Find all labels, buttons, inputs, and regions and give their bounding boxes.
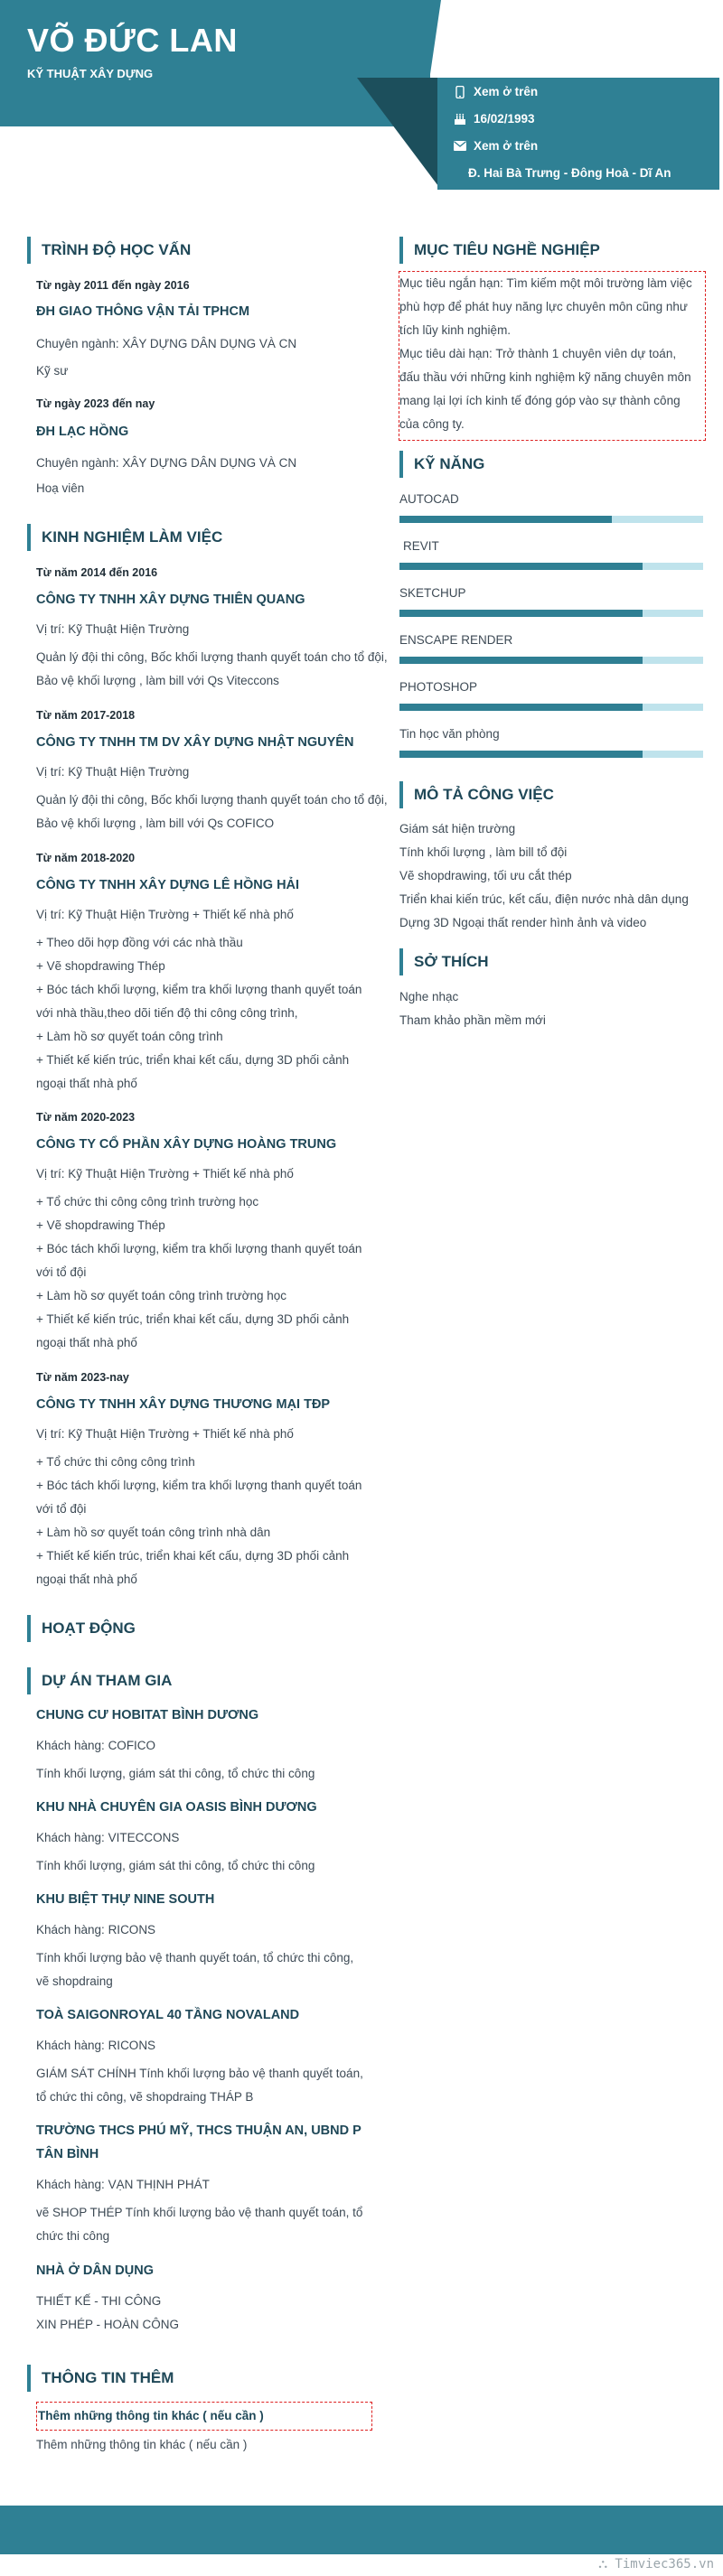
experience-period: Từ năm 2023-nay	[36, 1371, 129, 1384]
phone-value: Xem ở trên	[474, 85, 539, 98]
experience-company: CÔNG TY TNHH XÂY DỰNG LÊ HỒNG HẢI	[36, 878, 300, 892]
skill-bar	[399, 610, 703, 617]
activities-title: HOẠT ĐỘNG	[27, 1615, 136, 1642]
skill-bar	[399, 704, 703, 711]
skill-bar-fill	[399, 516, 612, 523]
project-client: Khách hàng: RICONS	[36, 1923, 156, 1937]
project-line: Tính khối lượng, giám sát thi công, tổ chức thi công	[36, 1859, 315, 1872]
education-title: TRÌNH ĐỘ HỌC VẤN	[27, 237, 191, 264]
project-client: Khách hàng: VẠN THỊNH PHÁT	[36, 2178, 210, 2191]
skill-bar	[399, 751, 703, 758]
skill-bar-fill	[399, 610, 643, 617]
experience-line: + Theo dõi hợp đồng với các nhà thầu	[36, 936, 243, 949]
work-description-title: MÔ TẢ CÔNG VIỆC	[399, 781, 554, 808]
contact-phone	[454, 85, 538, 98]
candidate-name: VÕ ĐỨC LAN	[27, 22, 238, 59]
experience-line: + Thiết kế kiến trúc, triển khai kết cấu, dựng 3D phối cảnh	[36, 1312, 350, 1326]
watermark-logo-icon: ⛬	[598, 2557, 615, 2571]
experience-line: + Làm hồ sơ quyết toán công trình nhà dân	[36, 1526, 271, 1539]
project-name: KHU NHÀ CHUYÊN GIA OASIS BÌNH DƯƠNG	[36, 1800, 317, 1815]
work-description-line: Giám sát hiện trường	[399, 822, 516, 835]
education-school: ĐH LẠC HỒNG	[36, 425, 129, 439]
objective-line: phù hợp để phát huy năng lực chuyên môn cũng như	[399, 300, 688, 313]
experience-line: Bảo vệ khối lượng , làm bill với Qs Viteccons	[36, 674, 279, 687]
header-fold	[357, 78, 438, 186]
contact-address	[468, 166, 671, 180]
experience-company: CÔNG TY TNHH TM DV XÂY DỰNG NHẬT NGUYÊN	[36, 735, 354, 750]
contact-box	[437, 78, 719, 190]
experience-position: Vị trí: Kỹ Thuật Hiện Trường	[36, 765, 190, 779]
skill-bar-fill	[399, 563, 643, 570]
experience-line: ngoại thất nhà phố	[36, 1336, 137, 1349]
skills-title: KỸ NĂNG	[399, 451, 484, 478]
experience-line: + Thiết kế kiến trúc, triển khai kết cấu, dựng 3D phối cảnh	[36, 1053, 350, 1067]
project-line: vẽ shopdraing	[36, 1974, 113, 1988]
skill-bar-fill	[399, 704, 643, 711]
experience-line: + Bóc tách khối lượng, kiểm tra khối lượng thanh quyết toán	[36, 1479, 362, 1492]
experience-period: Từ năm 2018-2020	[36, 852, 136, 864]
cake-icon	[454, 113, 466, 126]
objective-line: đấu thầu với những kinh nghiệm kỹ năng chuyên môn	[399, 370, 691, 384]
experience-position: Vị trí: Kỹ Thuật Hiện Trường + Thiết kế nhà phố	[36, 1167, 294, 1181]
skill-bar	[399, 657, 703, 664]
work-description-line: Vẽ shopdrawing, tối ưu cắt thép	[399, 869, 572, 882]
project-client: Khách hàng: VITECCONS	[36, 1831, 180, 1844]
experience-line: + Tổ chức thi công công trình	[36, 1455, 195, 1469]
experience-company: CÔNG TY TNHH XÂY DỰNG THIÊN QUANG	[36, 593, 305, 607]
extra-info-title: THÔNG TIN THÊM	[27, 2365, 174, 2392]
education-degree: Kỹ sư	[36, 364, 69, 378]
project-line: vẽ SHOP THÉP Tính khối lượng bảo vệ thanh quyết toán, tổ	[36, 2206, 363, 2219]
experience-line: + Làm hồ sơ quyết toán công trình	[36, 1030, 223, 1043]
contact-email	[454, 139, 538, 153]
project-line: XIN PHÉP - HOÀN CÔNG	[36, 2318, 180, 2331]
job-title: KỸ THUẬT XÂY DỰNG	[27, 67, 154, 80]
experience-line: với tổ đội	[36, 1265, 87, 1279]
education-period: Từ ngày 2011 đến ngày 2016	[36, 279, 190, 292]
objective-line: mang lại lợi ích kinh tế đóng góp vào sự thành công	[399, 394, 681, 407]
project-client: Khách hàng: COFICO	[36, 1739, 156, 1752]
experience-line: Quản lý đội thi công, Bốc khối lượng thanh quyết toán cho tổ đội,	[36, 793, 388, 807]
footer-band	[0, 2506, 723, 2554]
skill-name: ENSCAPE RENDER	[399, 633, 513, 647]
project-name: NHÀ Ở DÂN DỤNG	[36, 2263, 154, 2278]
experience-line: + Bóc tách khối lượng, kiểm tra khối lượng thanh quyết toán	[36, 983, 362, 996]
work-description-line: Tính khối lượng , làm bill tổ đội	[399, 845, 568, 859]
header-band-edge	[430, 0, 441, 74]
experience-line: Quản lý đội thi công, Bốc khối lượng thanh quyết toán cho tổ đội,	[36, 650, 388, 664]
project-name: TOÀ SAIGONROYAL 40 TẦNG NOVALAND	[36, 2008, 300, 2022]
education-school: ĐH GIAO THÔNG VẬN TẢI TPHCM	[36, 304, 250, 319]
experience-period: Từ năm 2017-2018	[36, 709, 136, 722]
objective-line: Mục tiêu dài hạn: Trở thành 1 chuyên viên dự toán,	[399, 347, 677, 360]
skill-name: PHOTOSHOP	[399, 680, 478, 694]
education-degree: Hoạ viên	[36, 481, 85, 495]
experience-line: + Vẽ shopdrawing Thép	[36, 959, 165, 973]
experience-line: với nhà thầu,theo dõi tiến độ thi công công trình,	[36, 1006, 298, 1020]
experience-company: CÔNG TY TNHH XÂY DỰNG THƯƠNG MẠI TĐP	[36, 1397, 331, 1412]
objective-title: MỤC TIÊU NGHỀ NGHIỆP	[399, 237, 600, 264]
project-client: Khách hàng: RICONS	[36, 2039, 156, 2052]
experience-title: KINH NGHIỆM LÀM VIỆC	[27, 524, 222, 551]
email-value: Xem ở trên	[474, 139, 539, 153]
project-line: tổ chức thi công, vẽ shopdraing THÁP B	[36, 2090, 254, 2104]
objective-line: Mục tiêu ngắn hạn: Tìm kiếm một môi trường làm việc	[399, 276, 692, 290]
skill-name: SKETCHUP	[399, 586, 466, 600]
watermark	[598, 2557, 714, 2571]
extra-info-line: Thêm những thông tin khác ( nếu cần )	[36, 2438, 248, 2451]
work-description-line: Dựng 3D Ngoại thất render hình ảnh và video	[399, 916, 647, 929]
hobbies-title: SỞ THÍCH	[399, 948, 489, 975]
skill-bar	[399, 563, 703, 570]
experience-line: ngoại thất nhà phố	[36, 1573, 137, 1586]
hobby-item: Nghe nhạc	[399, 990, 459, 1003]
experience-period: Từ năm 2020-2023	[36, 1111, 136, 1124]
project-name: CHUNG CƯ HOBITAT BÌNH DƯƠNG	[36, 1708, 259, 1722]
skill-name: REVIT	[403, 539, 439, 553]
experience-position: Vị trí: Kỹ Thuật Hiện Trường	[36, 622, 190, 636]
hobby-item: Tham khảo phần mềm mới	[399, 1013, 546, 1027]
project-line: THIẾT KẾ - THI CÔNG	[36, 2294, 162, 2308]
address-value: Đ. Hai Bà Trưng - Đông Hoà - Dĩ An	[468, 166, 671, 180]
project-line: Tính khối lượng bảo vệ thanh quyết toán, tổ chức thi công,	[36, 1951, 354, 1965]
education-major: Chuyên ngành: XÂY DỰNG DÂN DỤNG VÀ CN	[36, 337, 297, 350]
skill-bar	[399, 516, 703, 523]
skill-bar-fill	[399, 657, 643, 664]
contact-birthday	[454, 112, 535, 126]
experience-line: với tổ đội	[36, 1502, 87, 1516]
projects-title: DỰ ÁN THAM GIA	[27, 1667, 172, 1694]
education-period: Từ ngày 2023 đến nay	[36, 397, 155, 410]
project-line: GIÁM SÁT CHÍNH Tính khối lượng bảo vệ thanh quyết toán,	[36, 2067, 363, 2080]
birthday-value: 16/02/1993	[474, 112, 535, 126]
experience-line: + Thiết kế kiến trúc, triển khai kết cấu, dựng 3D phối cảnh	[36, 1549, 350, 1563]
objective-line: tích lũy kinh nghiệm.	[399, 323, 512, 337]
project-name: TÂN BÌNH	[36, 2147, 99, 2161]
skill-bar-fill	[399, 751, 643, 758]
project-line: chức thi công	[36, 2229, 110, 2243]
project-line: Tính khối lượng, giám sát thi công, tổ chức thi công	[36, 1767, 315, 1780]
experience-line: Bảo vệ khối lượng , làm bill với Qs COFICO	[36, 817, 275, 830]
objective-line: của công ty.	[399, 417, 465, 431]
work-description-line: Triển khai kiến trúc, kết cấu, điện nước nhà dân dụng	[399, 892, 689, 906]
project-name: TRƯỜNG THCS PHÚ MỸ, THCS THUẬN AN, UBND P	[36, 2123, 362, 2138]
skill-name: Tin học văn phòng	[399, 727, 500, 741]
watermark-text: Timviec365.vn	[615, 2557, 714, 2571]
experience-position: Vị trí: Kỹ Thuật Hiện Trường + Thiết kế nhà phố	[36, 1427, 294, 1441]
experience-line: ngoại thất nhà phố	[36, 1077, 137, 1090]
experience-line: + Tổ chức thi công công trình trường học	[36, 1195, 259, 1209]
education-major: Chuyên ngành: XÂY DỰNG DÂN DỤNG VÀ CN	[36, 456, 297, 470]
project-name: KHU BIỆT THỰ NINE SOUTH	[36, 1892, 215, 1907]
phone-icon	[454, 86, 466, 98]
experience-line: + Làm hồ sơ quyết toán công trình trường học	[36, 1289, 287, 1302]
envelope-icon	[454, 140, 466, 153]
experience-period: Từ năm 2014 đến 2016	[36, 566, 158, 579]
experience-company: CÔNG TY CỔ PHẦN XÂY DỰNG HOÀNG TRUNG	[36, 1137, 337, 1152]
experience-line: + Bóc tách khối lượng, kiểm tra khối lượng thanh quyết toán	[36, 1242, 362, 1255]
skill-name: AUTOCAD	[399, 492, 459, 506]
experience-position: Vị trí: Kỹ Thuật Hiện Trường + Thiết kế nhà phố	[36, 908, 294, 921]
extra-info-boxed: Thêm những thông tin khác ( nếu cần )	[38, 2409, 264, 2422]
experience-line: + Vẽ shopdrawing Thép	[36, 1218, 165, 1232]
